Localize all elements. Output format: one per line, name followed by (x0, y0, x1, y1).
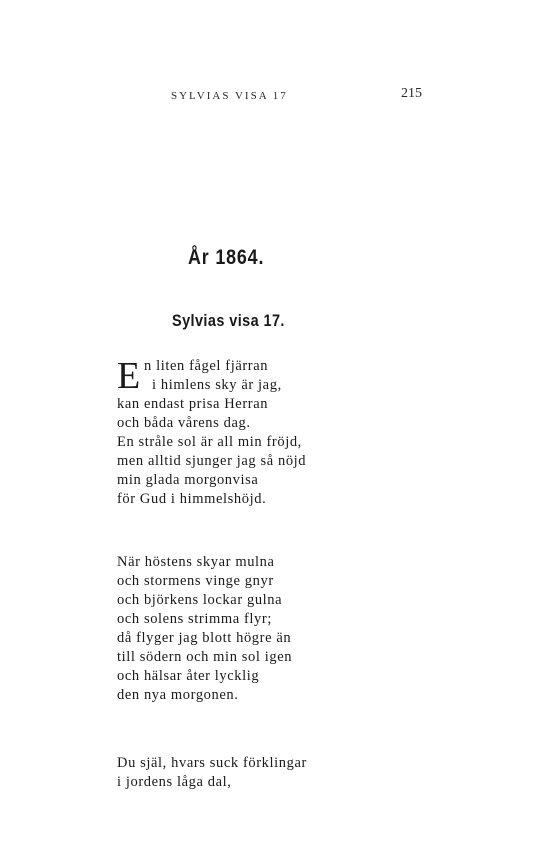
running-title: SYLVIAS VISA 17 (171, 90, 288, 102)
poem-line: När höstens skyar mulna (117, 554, 275, 570)
poem-line: och solens strimma flyr; (117, 611, 272, 627)
stanza-1 (117, 357, 306, 509)
poem-line: och björkens lockar gulna (117, 592, 283, 608)
stanza-2 (117, 553, 292, 705)
poem-line: och hälsar åter lycklig (117, 668, 260, 684)
poem-line: i himlens sky är jag, (152, 377, 282, 393)
poem-line: n liten fågel fjärran (144, 358, 269, 374)
poem-line: kan endast prisa Herran (117, 396, 269, 412)
poem-line: i jordens låga dal, (117, 774, 232, 790)
poem-line: och stormens vinge gnyr (117, 573, 274, 589)
year-heading: År 1864. (188, 246, 265, 269)
poem-title: Sylvias visa 17. (172, 311, 285, 330)
poem-line: till södern och min sol igen (117, 649, 293, 665)
poem-line: och båda vårens dag. (117, 415, 251, 431)
poem-line: min glada morgonvisa (117, 472, 259, 488)
poem-line: för Gud i himmelshöjd. (117, 491, 267, 507)
poem-line: men alltid sjunger jag så nöjd (117, 453, 307, 469)
dropcap-block (117, 357, 306, 395)
poem-line: Du själ, hvars suck förklingar (117, 755, 307, 771)
poem-line: En stråle sol är all min fröjd, (117, 434, 302, 450)
page-number: 215 (401, 86, 422, 101)
stanza-3 (117, 754, 307, 792)
drop-cap-letter: E (117, 355, 141, 397)
poem-line: då flyger jag blott högre än (117, 630, 292, 646)
poem-line: den nya morgonen. (117, 687, 239, 703)
